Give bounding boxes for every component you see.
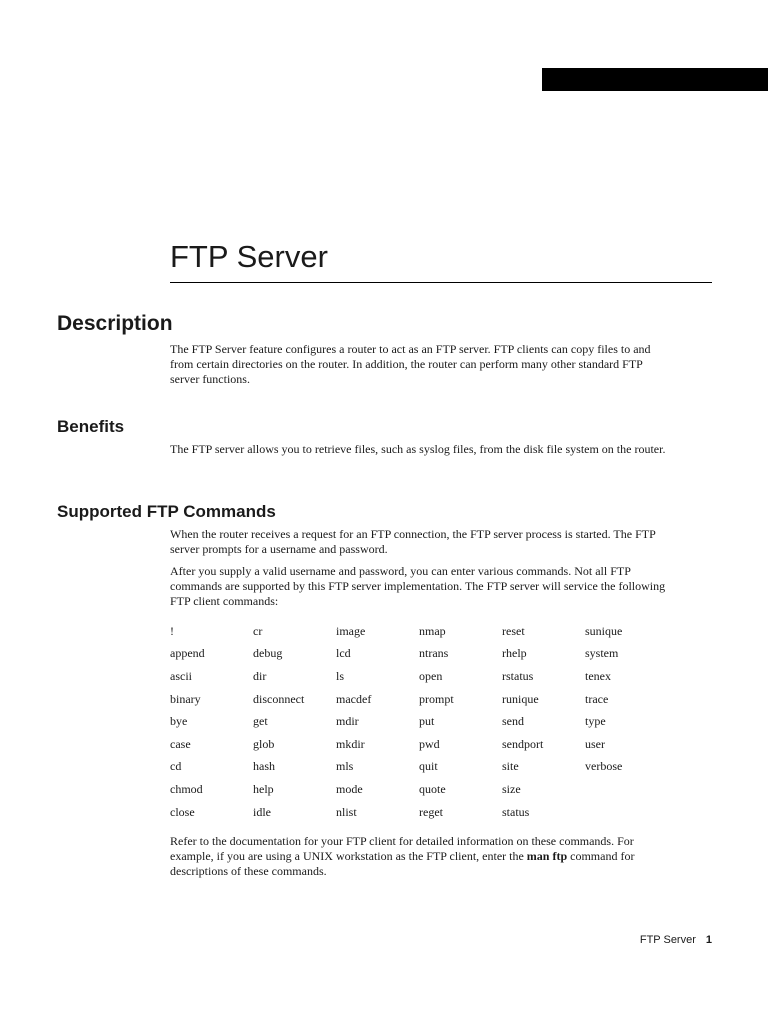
footer-label: FTP Server: [639, 934, 696, 946]
command-cell: macdef: [336, 691, 372, 706]
command-cell: binary: [170, 691, 201, 706]
command-cell: bye: [170, 714, 188, 729]
command-row: [170, 643, 670, 666]
command-cell: nmap: [419, 623, 446, 638]
command-cell: site: [502, 759, 519, 774]
page-number: 1: [705, 934, 712, 946]
command-cell: mdir: [336, 714, 359, 729]
command-cell: trace: [585, 691, 609, 706]
header-black-bar: [542, 68, 768, 91]
command-cell: nlist: [336, 804, 357, 819]
command-cell: cr: [253, 623, 263, 638]
command-cell: case: [170, 736, 191, 751]
description-heading: Description: [57, 312, 173, 335]
command-row: [170, 665, 670, 688]
command-cell: mkdir: [336, 736, 365, 751]
command-cell: open: [419, 668, 443, 683]
command-cell: hash: [253, 759, 275, 774]
command-cell: ntrans: [419, 646, 449, 661]
benefits-heading: Benefits: [57, 417, 125, 436]
supported-para-1: When the router receives a request for an FTP connection, the FTP server process is started. The FTP server prompts for a username and password.: [170, 527, 656, 556]
command-row: [170, 801, 670, 824]
commands-table: [170, 620, 670, 823]
command-row: [170, 620, 670, 643]
para3-text-before: Refer to the documentation for your FTP client for detailed information on these commands. For example, if you are using a UNIX workstation as the FTP client, enter the: [170, 834, 634, 863]
command-cell: put: [419, 714, 435, 729]
command-cell: send: [502, 714, 524, 729]
command-cell: verbose: [585, 759, 623, 774]
command-row: [170, 688, 670, 711]
command-cell: mode: [336, 781, 363, 796]
benefits-text: The FTP server allows you to retrieve files, such as syslog files, from the disk file system on the router.: [170, 442, 666, 456]
command-row: [170, 733, 670, 756]
command-cell: !: [170, 623, 174, 638]
command-cell: runique: [502, 691, 539, 706]
command-cell: reset: [502, 623, 525, 638]
supported-commands-heading: Supported FTP Commands: [57, 502, 276, 521]
command-cell: user: [585, 736, 605, 751]
supported-para-3: [170, 834, 670, 879]
command-cell: dir: [253, 668, 267, 683]
command-cell: cd: [170, 759, 182, 774]
command-cell: sunique: [585, 623, 623, 638]
command-cell: prompt: [419, 691, 454, 706]
description-text: The FTP Server feature configures a router to act as an FTP server. FTP clients can copy files to and from certain directories on the router. In addition, the router can perform many other standard FTP server functions.: [170, 342, 651, 386]
command-cell: pwd: [419, 736, 440, 751]
command-cell: help: [253, 781, 274, 796]
command-cell: rstatus: [502, 668, 534, 683]
command-cell: size: [502, 781, 521, 796]
command-cell: ls: [336, 668, 345, 683]
command-cell: type: [585, 714, 606, 729]
command-cell: quote: [419, 781, 446, 796]
command-cell: chmod: [170, 781, 203, 796]
command-cell: system: [585, 646, 619, 661]
command-cell: rhelp: [502, 646, 527, 661]
command-cell: quit: [419, 759, 438, 774]
command-row: [170, 778, 670, 801]
command-cell: sendport: [502, 736, 544, 751]
command-row: [170, 710, 670, 733]
command-cell: ascii: [170, 668, 192, 683]
command-cell: append: [170, 646, 205, 661]
command-cell: image: [336, 623, 366, 638]
man-ftp-command: man ftp: [526, 849, 568, 863]
command-cell: lcd: [336, 646, 351, 661]
command-row: [170, 756, 670, 779]
title-rule: [170, 282, 712, 283]
command-cell: close: [170, 804, 195, 819]
para3-text-after: command for descriptions of these commands.: [170, 849, 635, 878]
command-cell: get: [253, 714, 268, 729]
command-cell: status: [502, 804, 530, 819]
chapter-title: FTP Server: [170, 239, 328, 274]
command-cell: tenex: [585, 668, 611, 683]
command-cell: idle: [253, 804, 271, 819]
page-footer: [640, 933, 712, 947]
supported-para-2: After you supply a valid username and password, you can enter various commands. Not all FTP commands are supported by this FTP server implementation. The FTP server will service the following FTP client commands:: [170, 564, 666, 608]
command-cell: glob: [253, 736, 275, 751]
command-cell: disconnect: [253, 691, 305, 706]
command-cell: mls: [336, 759, 354, 774]
command-cell: reget: [419, 804, 443, 819]
command-cell: debug: [253, 646, 283, 661]
